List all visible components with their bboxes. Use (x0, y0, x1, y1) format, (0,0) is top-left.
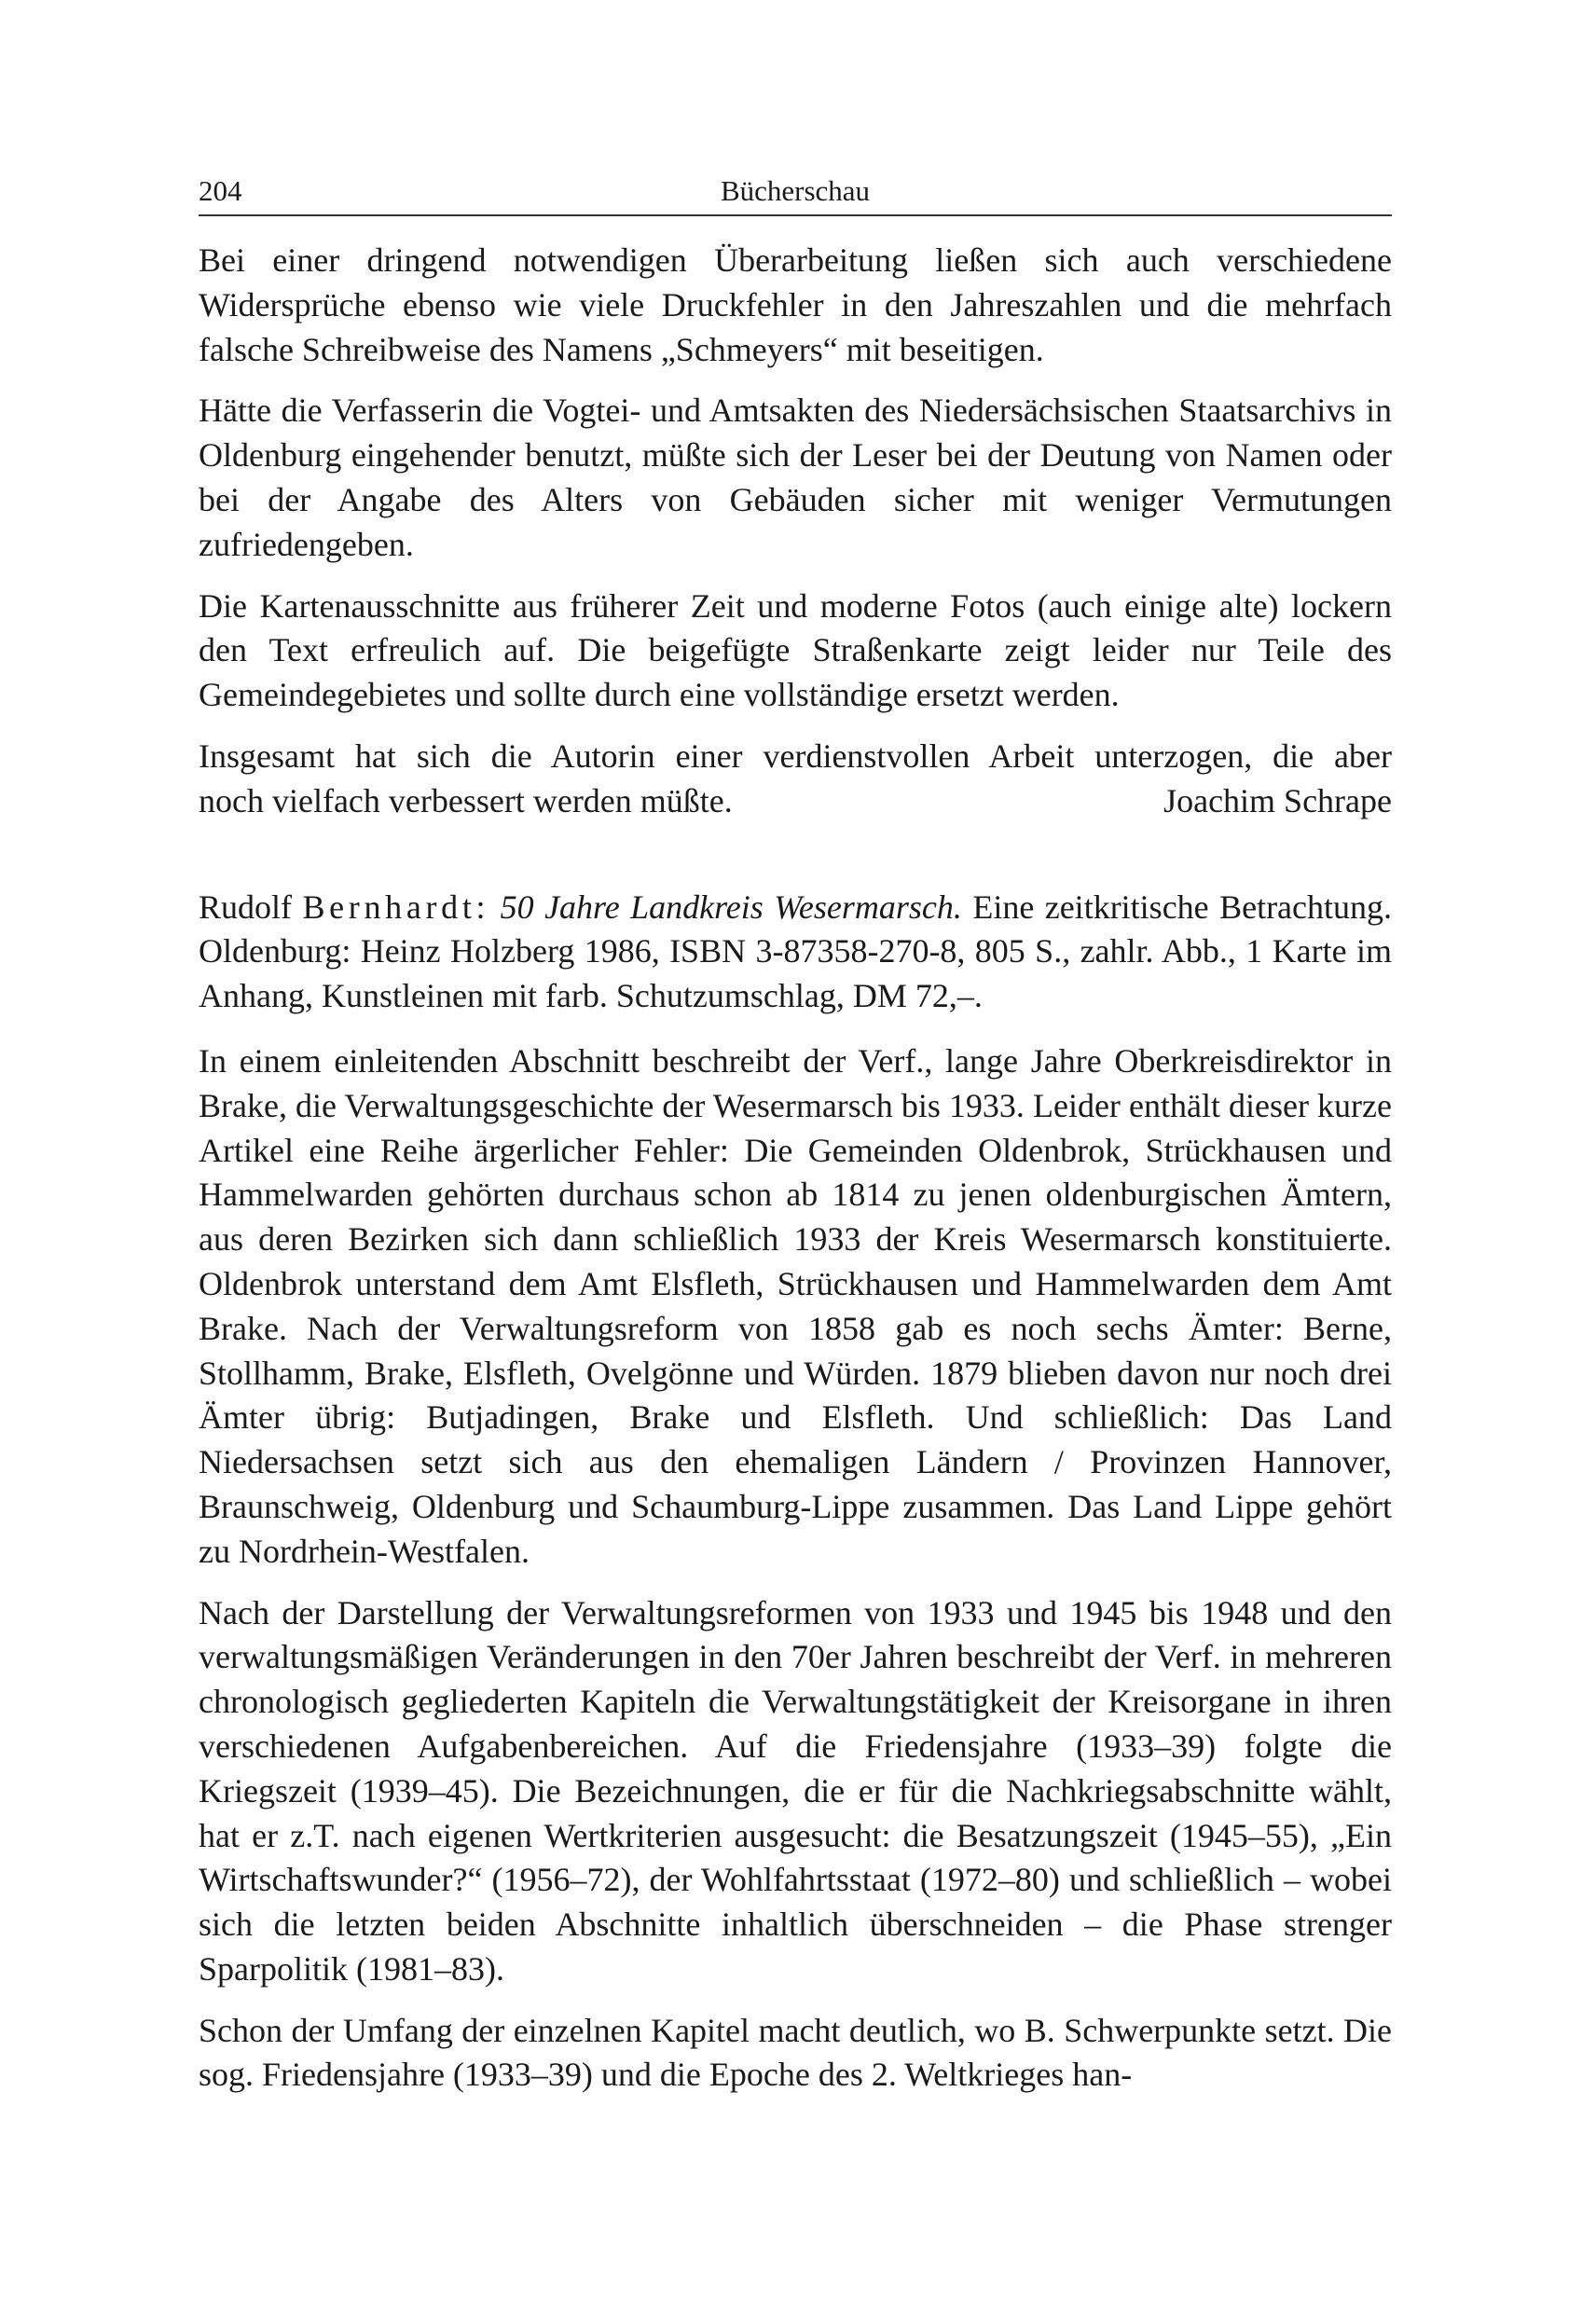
reviewer-signature: Joachim Schrape (1163, 781, 1392, 819)
review1-paragraph-3: Die Kartenausschnitte aus früherer Zeit und moderne Fotos (auch einige alte) lockern den Text erfreulich auf. Die beigefügte Straßenkarte zeigt leider nur Teile des Gemeindegebietes und sollte durch eine vollständige ersetzt werden. (199, 586, 1392, 714)
review2-paragraph-1: In einem einleitenden Abschnitt beschreibt der Verf., lange Jahre Oberkreisdirektor in Brake, die Verwaltungsgeschichte der Wesermarsch bis 1933. Leider enthält dieser kurze Artikel eine Reihe ärgerlicher Fehler: Die Gemeinden Oldenbrok, Strückhausen und Hammelwarden gehörten durchaus schon ab 1814 zu jenen oldenburgischen Ämtern, aus deren Bezirken sich dann schließlich 1933 der Kreis Wesermarsch konstituierte. Oldenbrok unterstand dem Amt Elsfleth, Strückhausen und Hammelwarden dem Amt Brake. Nach der Verwaltungsreform von 1858 gab es noch sechs Ämter: Berne, Stollhamm, Brake, Elsfleth, Ovelgönne und Würden. 1879 blieben davon nur noch drei Ämter übrig: Butjadingen, Brake und Elsfleth. Und schließlich: Das Land Niedersachsen setzt sich aus den ehemaligen Ländern / Provinzen Hannover, Braunschweig, Oldenburg und Schaumburg-Lippe zusammen. Das Land Lippe gehört zu Nordrhein-Westfalen. (199, 1041, 1392, 1570)
review2-paragraph-3: Schon der Umfang der einzelnen Kapitel macht deutlich, wo B. Schwerpunkte setzt. Die sog. Friedensjahre (1933–39) und die Epoche des 2. Weltkrieges han- (199, 2011, 1392, 2094)
section-title: Bücherschau (720, 174, 871, 207)
review1-paragraph-1: Bei einer dringend notwendigen Überarbeitung ließen sich auch verschiedene Widersprüche ebenso wie viele Druckfehler in den Jahreszahlen und die mehrfach falsche Schreibweise des Namens „Schmeyers“ mit beseitigen. (199, 241, 1392, 368)
document-page (199, 168, 1392, 2114)
review1-paragraph-4-line-2: noch vielfach verbessert werden müßte. (199, 781, 733, 819)
running-header (199, 168, 1392, 216)
review1-paragraph-4-line-1: Insgesamt hat sich die Autorin einer verdienstvollen Arbeit unterzogen, die aber (199, 736, 1392, 775)
page-body (199, 239, 1392, 2098)
citation-author-last: Bernhardt: (302, 888, 490, 926)
review1-closing-line (199, 779, 1392, 824)
citation-details: Eine zeitkritische Betrachtung. Oldenburg: Heinz Holzberg 1986, ISBN 3-87358-270-8, 805 S., zahlr. Abb., 1 Karte im Anhang, Kunstleinen mit farb. Schutzumschlag, DM 72,–. (199, 888, 1393, 1015)
book-citation (199, 886, 1392, 1019)
citation-author-first: Rudolf (199, 888, 293, 926)
citation-book-title: 50 Jahre Landkreis Wesermarsch. (500, 888, 962, 926)
review2-paragraph-2: Nach der Darstellung der Verwaltungsreformen von 1933 und 1945 bis 1948 und den verwaltungsmäßigen Veränderungen in den 70er Jahren beschreibt der Verf. in mehreren chronologisch gegliederten Kapiteln die Verwaltungstätigkeit der Kreisorgane in ihren verschiedenen Aufgabenbereichen. Auf die Friedensjahre (1933–39) folgte die Kriegszeit (1939–45). Die Bezeichnungen, die er für die Nachkriegsabschnitte wählt, hat er z.T. nach eigenen Wertkriterien ausgesucht: die Besatzungszeit (1945–55), „Ein Wirtschaftswunder?“ (1956–72), der Wohlfahrtsstaat (1972–80) und schließlich – wobei sich die letzten beiden Abschnitte inhaltlich überschneiden – die Phase strenger Sparpolitik (1981–83). (199, 1593, 1392, 1988)
review1-paragraph-2: Hätte die Verfasserin die Vogtei- und Amtsakten des Niedersächsischen Staatsarchivs in Oldenburg eingehender benutzt, müßte sich der Leser bei der Deutung von Namen oder bei der Angabe des Alters von Gebäuden sicher mit weniger Vermutungen zufriedengeben. (199, 392, 1392, 563)
review1-paragraph-4 (199, 735, 1392, 824)
page-number: 204 (199, 174, 242, 207)
